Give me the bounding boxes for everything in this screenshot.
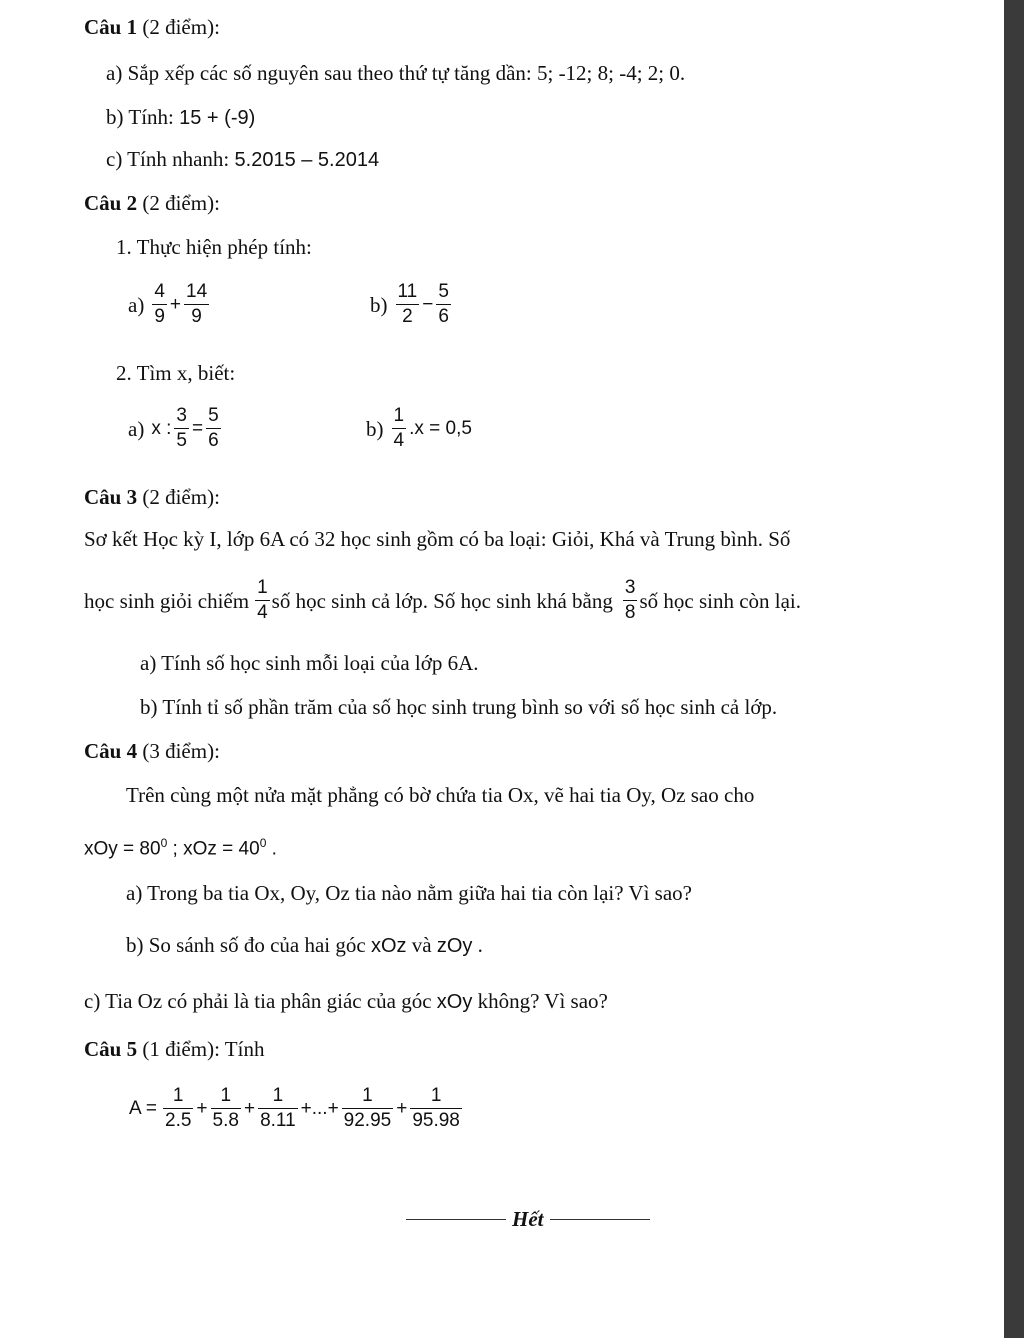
q4-b-angle2: zOy [436, 935, 473, 957]
q2-p1b-label: b) [370, 292, 388, 317]
degree-sup: 0 [259, 836, 267, 850]
q4-eq-end: . [266, 838, 277, 860]
q4-angles [84, 830, 277, 862]
denominator: 6 [208, 430, 219, 451]
denominator: 8.11 [260, 1110, 296, 1131]
q5-heading-rest: (1 điểm): Tính [137, 1037, 265, 1061]
numerator: 3 [623, 576, 638, 601]
q2-p2a-label: a) [128, 416, 145, 441]
q1-heading [84, 14, 220, 40]
q4-part-c [84, 988, 608, 1015]
q5-heading [84, 1036, 264, 1062]
q1-b-expr: 15 + (-9) [179, 107, 256, 129]
numerator: 1 [410, 1084, 462, 1109]
q4-c-pre: c) Tia Oz có phải là tia phân giác của góc [84, 989, 437, 1013]
q1-part-b [106, 104, 255, 131]
q3-heading-rest: (2 điểm): [137, 485, 220, 509]
q4-b-end: . [472, 933, 483, 957]
q2-p2a [128, 404, 223, 453]
operator: − [422, 293, 434, 315]
numerator: 3 [174, 404, 189, 429]
fraction [211, 1084, 241, 1133]
q5-heading-bold: Câu 5 [84, 1037, 138, 1061]
q2-p2b-post: .x = 0,5 [409, 417, 472, 439]
q2-p2a-pre: x : [151, 417, 172, 439]
q3-part-b: b) Tính tỉ số phần trăm của số học sinh trung bình so với số học sinh cả lớp. [140, 695, 778, 719]
q1-heading-rest: (2 điểm): [137, 15, 220, 39]
q1-c-expr: 5.2015 – 5.2014 [234, 149, 380, 171]
denominator: 2 [402, 306, 413, 327]
denominator: 6 [438, 306, 449, 327]
fraction [623, 576, 638, 625]
numerator: 1 [163, 1084, 193, 1109]
q4-heading-rest: (3 điểm): [137, 739, 220, 763]
plus-operator: + [396, 1097, 408, 1119]
q3-line1: Sơ kết Học kỳ I, lớp 6A có 32 học sinh gồm có ba loại: Giỏi, Khá và Trung bình. Số [84, 527, 791, 551]
denominator: 9 [154, 306, 165, 327]
q5-lhs: A = [129, 1097, 157, 1119]
fraction [258, 1084, 298, 1133]
q1-c-label: c) Tính nhanh: [106, 147, 235, 171]
q3-line2 [84, 576, 807, 625]
q2-p1a [128, 280, 211, 329]
q2-part2-label: 2. Tìm x, biết: [116, 361, 236, 385]
q2-heading-bold: Câu 2 [84, 191, 138, 215]
q3-line2-a: học sinh giỏi chiếm [84, 588, 250, 613]
q1-part-c [106, 146, 379, 173]
q4-c-end: không? Vì sao? [472, 989, 608, 1013]
fraction [392, 404, 407, 453]
q4-sep: ; [167, 838, 184, 860]
divider-line [406, 1219, 506, 1220]
plus-operator: + [196, 1097, 208, 1119]
fraction [152, 280, 167, 329]
q4-heading [84, 738, 220, 764]
operator: + [169, 293, 182, 315]
q1-b-label: b) Tính: [106, 105, 180, 129]
numerator: 1 [258, 1084, 298, 1109]
denominator: 2.5 [165, 1110, 192, 1131]
denominator: 4 [393, 430, 405, 451]
q1-heading-bold: Câu 1 [84, 15, 138, 39]
q2-part1-label: 1. Thực hiện phép tính: [116, 235, 312, 259]
q2-heading [84, 190, 220, 216]
q4-line1: Trên cùng một nửa mặt phẳng có bờ chứa tia Ox, vẽ hai tia Oy, Oz sao cho [126, 783, 755, 807]
numerator: 11 [396, 280, 420, 305]
q3-part-a: a) Tính số học sinh mỗi loại của lớp 6A. [140, 651, 479, 675]
q4-eq1: xOy = 80 [84, 838, 161, 860]
fraction [410, 1084, 462, 1133]
denominator: 95.98 [412, 1110, 460, 1131]
q3-line2-c: số học sinh còn lại. [639, 588, 802, 613]
q2-p1a-label: a) [128, 292, 145, 317]
numerator: 5 [206, 404, 221, 429]
q4-b-angle1: xOz [370, 935, 407, 957]
numerator: 5 [436, 280, 451, 305]
q2-heading-rest: (2 điểm): [137, 191, 220, 215]
numerator: 14 [184, 280, 209, 305]
denominator: 8 [624, 602, 636, 623]
plus-operator: + [243, 1097, 256, 1119]
q4-b-mid: và [406, 933, 437, 957]
fraction [396, 280, 420, 329]
end-text: Hết [512, 1207, 544, 1232]
q4-part-a: a) Trong ba tia Ox, Oy, Oz tia nào nằm giữa hai tia còn lại? Vì sao? [126, 881, 692, 905]
q4-c-angle: xOy [436, 991, 473, 1013]
q4-part-b [126, 932, 483, 959]
q4-b-pre: b) So sánh số đo của hai góc [126, 933, 371, 957]
denominator: 5.8 [212, 1110, 239, 1131]
fraction [206, 404, 221, 453]
numerator: 1 [342, 1084, 394, 1109]
numerator: 1 [392, 404, 407, 429]
fraction [342, 1084, 394, 1133]
denominator: 9 [191, 306, 202, 327]
q2-p2b [366, 404, 473, 453]
fraction [436, 280, 451, 329]
divider-line [550, 1219, 650, 1220]
denominator: 5 [176, 430, 187, 451]
operator: = [191, 417, 204, 439]
degree-sup: 0 [160, 836, 168, 850]
q3-line2-b: số học sinh cả lớp. Số học sinh khá bằng [271, 588, 613, 613]
q4-heading-bold: Câu 4 [84, 739, 138, 763]
fraction [255, 576, 270, 625]
denominator: 4 [257, 602, 268, 623]
numerator: 1 [211, 1084, 241, 1109]
numerator: 4 [152, 280, 167, 305]
ellipsis-operator: +...+ [300, 1097, 339, 1119]
fraction [184, 280, 209, 329]
q2-p1b [370, 280, 453, 329]
q1-part-a: a) Sắp xếp các số nguyên sau theo thứ tự tăng dần: 5; -12; 8; -4; 2; 0. [106, 61, 686, 85]
q2-p2b-label: b) [366, 416, 384, 441]
numerator: 1 [255, 576, 270, 601]
fraction [163, 1084, 193, 1133]
denominator: 92.95 [343, 1110, 392, 1131]
q4-eq2: xOz = 40 [183, 838, 260, 860]
end-marker [400, 1204, 656, 1232]
q5-expression [128, 1084, 464, 1133]
q3-heading-bold: Câu 3 [84, 485, 138, 509]
q3-heading [84, 484, 220, 510]
fraction [174, 404, 189, 453]
